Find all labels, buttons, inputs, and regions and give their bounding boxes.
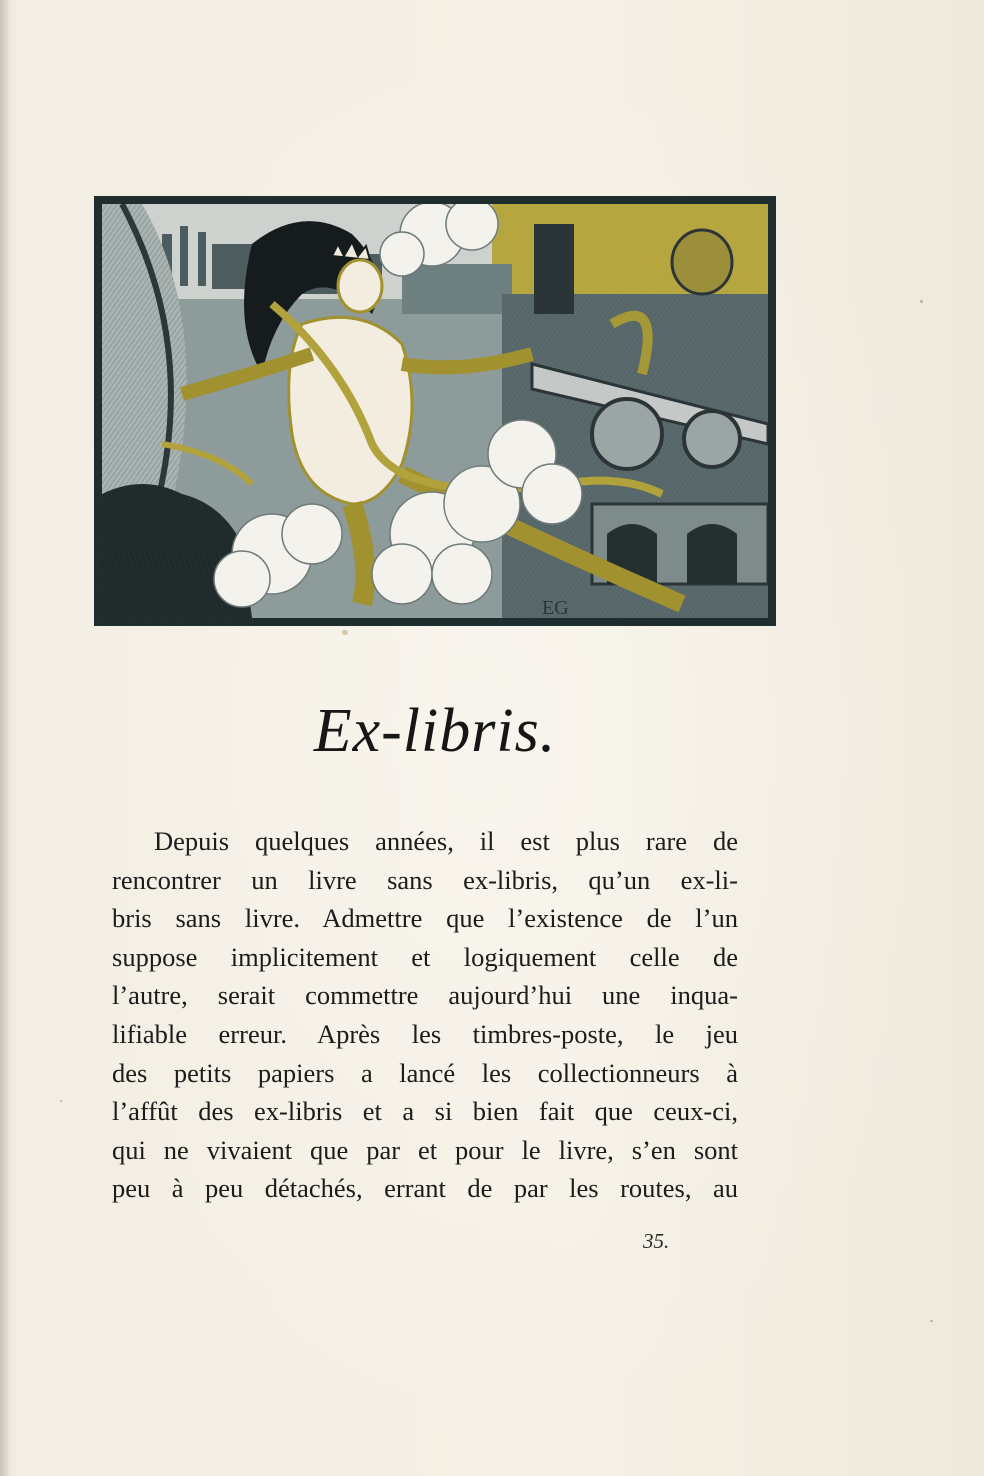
text-line: des petits papiers a lancé les collectionneurs à: [112, 1057, 738, 1088]
paper-speck: [930, 1320, 933, 1322]
paper-speck: [920, 300, 923, 303]
body-paragraph: [112, 822, 738, 1208]
chapter-heading: [0, 696, 870, 767]
paper-speck: [60, 1100, 62, 1102]
text-line: suppose implicitement et logiquement celle de: [112, 941, 738, 972]
text-line: l’affût des ex-libris et a si bien fait que ceux-ci,: [112, 1096, 738, 1127]
chapter-heading-text: Ex-libris.: [313, 697, 557, 765]
svg-text:EG: EG: [542, 597, 569, 618]
text-line: bris sans livre. Admettre que l’existence de l’un: [112, 903, 738, 934]
header-illustration: [94, 196, 776, 626]
text-line: Depuis quelques années, il est plus rare de: [154, 826, 738, 856]
text-line: lifiable erreur. Après les timbres-poste, le jeu: [112, 1018, 738, 1049]
text-line: rencontrer un livre sans ex-libris, qu’un ex-li-: [112, 864, 738, 895]
page-number: 35.: [643, 1229, 670, 1253]
paper-stain: [342, 630, 348, 635]
text-line: peu à peu détachés, errant de par les routes, au: [112, 1173, 738, 1204]
text-line: l’autre, serait commettre aujourd’hui une inqua-: [112, 980, 738, 1011]
text-line: qui ne vivaient que par et pour le livre, s’en sont: [112, 1134, 738, 1165]
